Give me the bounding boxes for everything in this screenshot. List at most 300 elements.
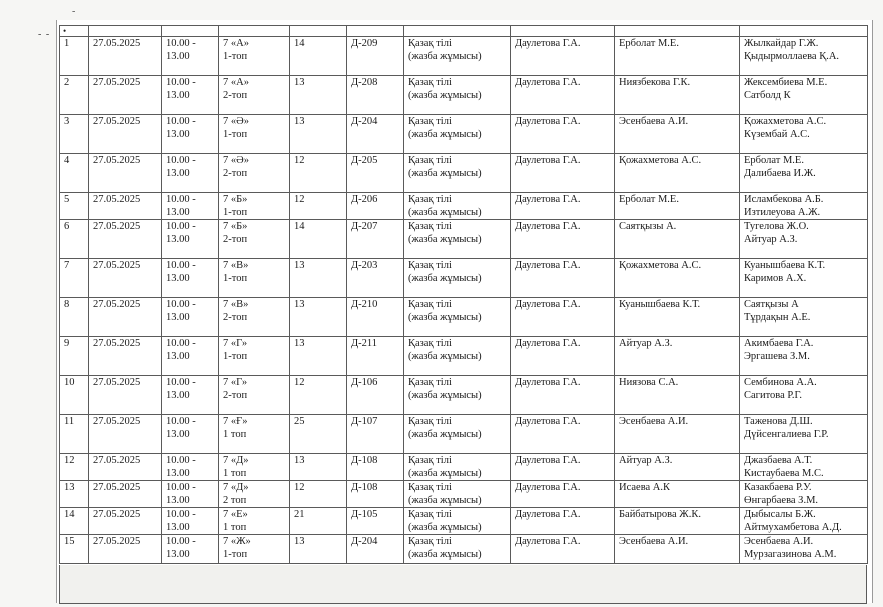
observers-cell-text: Айтмухамбетова А.Д. [744,521,842,533]
class-cell-text: 7 «Б» [223,194,248,205]
observers-cell-text: Сембинова А.А. [744,377,817,388]
observers-cell-text: Казакбаева Р.У. [744,482,812,493]
student-count-cell-text: 13 [294,77,305,88]
date-cell-text: 27.05.2025 [93,509,141,520]
student-count-cell-text: 13 [294,338,305,349]
assistant-cell-text: Айтуар А.З. [619,338,673,349]
room-cell-text: Д-209 [351,38,378,49]
row-number [60,481,89,508]
class-cell-text: 1-топ [223,50,248,62]
teacher-cell [511,193,615,220]
observers-cell [740,220,868,259]
room-cell-text: Д-107 [351,416,378,427]
time-cell-text: 10.00 - [166,377,196,388]
subject-cell-text: Қазақ тілі [408,116,452,127]
student-count-cell [290,115,347,154]
date-cell-text: 27.05.2025 [93,116,141,127]
room-cell [347,154,404,193]
row-number [60,508,89,535]
class-cell-text: 1-топ [223,350,248,362]
date-cell [89,508,162,535]
time-cell [162,481,219,508]
row-number-text: 12 [64,455,75,466]
student-count-cell [290,376,347,415]
teacher-cell [511,454,615,481]
room-cell-text: Д-203 [351,260,378,271]
teacher-cell-text: Даулетова Г.А. [515,260,581,271]
subject-cell-text: Қазақ тілі [408,536,452,547]
teacher-cell [511,154,615,193]
class-cell [219,337,290,376]
teacher-cell-text: Даулетова Г.А. [515,77,581,88]
subject-cell [404,481,511,508]
time-cell-text: 13.00 [166,548,190,560]
teacher-cell [511,508,615,535]
student-count-cell [290,508,347,535]
teacher-cell-text: Даулетова Г.А. [515,116,581,127]
row-number-text: 7 [64,260,70,271]
date-cell-text: 27.05.2025 [93,338,141,349]
class-cell-text: 7 «Ж» [223,536,251,547]
assistant-cell-text: Қожахметова А.С. [619,260,702,271]
table-row [60,508,868,535]
teacher-cell-text: Даулетова Г.А. [515,194,581,205]
student-count-cell [290,37,347,76]
time-cell-text: 10.00 - [166,116,196,127]
table-row [60,535,868,564]
row-number [60,298,89,337]
subject-cell-text: (жазба жұмысы) [408,521,482,533]
time-cell [162,535,219,564]
date-cell [89,337,162,376]
observers-cell [740,415,868,454]
assistant-cell-text: Исаева А.К [619,482,671,493]
class-cell-text: 7 «Д» [223,482,249,493]
observers-cell [740,376,868,415]
time-cell-text: 13.00 [166,350,190,362]
class-cell-text: 7 «Д» [223,455,249,466]
class-cell-text: 7 «Е» [223,509,248,520]
room-cell-text: Д-207 [351,221,378,232]
class-cell [219,298,290,337]
observers-cell-text: Куанышбаева К.Т. [744,260,826,271]
time-cell [162,454,219,481]
row-number-text: 14 [64,509,75,520]
row-number-text: 8 [64,299,70,310]
class-cell [219,37,290,76]
subject-cell-text: (жазба жұмысы) [408,272,482,284]
date-cell [89,37,162,76]
assistant-cell [615,154,740,193]
teacher-cell-text: Даулетова Г.А. [515,221,581,232]
class-cell-text: 7 «В» [223,260,249,271]
class-cell-text: 2-топ [223,167,248,179]
teacher-cell [511,337,615,376]
date-cell-text: 27.05.2025 [93,155,141,166]
class-cell-text: 1-топ [223,128,248,140]
row-number [60,115,89,154]
observers-cell-text: Мурзагазинова А.М. [744,548,837,560]
table-row [60,76,868,115]
header-cell [60,26,89,37]
date-cell [89,193,162,220]
class-cell-text: 2-топ [223,311,248,323]
table-row [60,193,868,220]
student-count-cell-text: 13 [294,455,305,466]
time-cell-text: 13.00 [166,389,190,401]
teacher-cell-text: Даулетова Г.А. [515,299,581,310]
class-cell-text: 7 «Ә» [223,116,249,127]
row-number-text: 2 [64,77,70,88]
observers-cell [740,298,868,337]
subject-cell-text: Қазақ тілі [408,455,452,466]
observers-cell-text: Таженова Д.Ш. [744,416,813,427]
student-count-cell [290,193,347,220]
observers-cell [740,76,868,115]
row-number [60,337,89,376]
room-cell [347,337,404,376]
class-cell-text: 1 топ [223,428,247,440]
student-count-cell-text: 12 [294,482,305,493]
date-cell-text: 27.05.2025 [93,299,141,310]
teacher-cell [511,535,615,564]
teacher-cell-text: Даулетова Г.А. [515,455,581,466]
teacher-cell [511,298,615,337]
row-number [60,37,89,76]
table-row [60,220,868,259]
subject-cell-text: (жазба жұмысы) [408,548,482,560]
date-cell [89,454,162,481]
class-cell-text: 7 «А» [223,38,249,49]
row-number-text: 1 [64,38,70,49]
subject-cell-text: Қазақ тілі [408,509,452,520]
teacher-cell [511,415,615,454]
row-number [60,154,89,193]
class-cell-text: 7 «Г» [223,377,248,388]
subject-cell-text: (жазба жұмысы) [408,233,482,245]
room-cell [347,415,404,454]
class-cell-text: 7 «Г» [223,338,248,349]
exam-schedule-table [59,25,868,564]
assistant-cell [615,193,740,220]
time-cell [162,259,219,298]
subject-cell-text: (жазба жұмысы) [408,167,482,179]
time-cell-text: 10.00 - [166,416,196,427]
class-cell-text: 2-топ [223,89,248,101]
class-cell [219,259,290,298]
observers-cell-text: Сагитова Р.Г. [744,389,803,401]
observers-cell-text: Джазбаева А.Т. [744,455,813,466]
subject-cell-text: (жазба жұмысы) [408,467,482,479]
teacher-cell-text: Даулетова Г.А. [515,377,581,388]
teacher-cell [511,481,615,508]
teacher-cell-text: Даулетова Г.А. [515,536,581,547]
time-cell [162,76,219,115]
subject-cell-text: Қазақ тілі [408,338,452,349]
subject-cell-text: Қазақ тілі [408,482,452,493]
observers-cell-text: Кистаубаева М.С. [744,467,824,479]
room-cell-text: Д-204 [351,116,378,127]
assistant-cell-text: Саятқызы А. [619,221,677,232]
teacher-cell [511,259,615,298]
row-number [60,376,89,415]
subject-cell [404,76,511,115]
assistant-cell [615,337,740,376]
teacher-cell-text: Даулетова Г.А. [515,155,581,166]
room-cell [347,193,404,220]
subject-cell-text: (жазба жұмысы) [408,428,482,440]
room-cell-text: Д-208 [351,77,378,88]
student-count-cell-text: 25 [294,416,305,427]
assistant-cell-text: Ерболат М.Е. [619,194,679,205]
class-cell-text: 1 топ [223,521,247,533]
teacher-cell [511,115,615,154]
class-cell-text: 7 «Ә» [223,155,249,166]
observers-cell [740,154,868,193]
teacher-cell [511,376,615,415]
time-cell [162,37,219,76]
date-cell [89,415,162,454]
date-cell [89,115,162,154]
header-dot: • [63,26,67,36]
date-cell-text: 27.05.2025 [93,455,141,466]
class-cell-text: 1-топ [223,206,248,218]
row-number [60,220,89,259]
student-count-cell-text: 13 [294,260,305,271]
date-cell [89,535,162,564]
subject-cell-text: Қазақ тілі [408,416,452,427]
room-cell-text: Д-204 [351,536,378,547]
time-cell [162,298,219,337]
date-cell [89,76,162,115]
subject-cell [404,154,511,193]
row-number-text: 6 [64,221,70,232]
subject-cell [404,415,511,454]
room-cell-text: Д-210 [351,299,378,310]
time-cell-text: 13.00 [166,233,190,245]
assistant-cell [615,37,740,76]
observers-cell-text: Исламбекова А.Б. [744,194,824,205]
observers-cell-text: Эсенбаева А.И. [744,536,814,547]
date-cell [89,481,162,508]
assistant-cell [615,415,740,454]
time-cell [162,337,219,376]
date-cell-text: 27.05.2025 [93,377,141,388]
student-count-cell [290,76,347,115]
room-cell-text: Д-211 [351,338,378,349]
student-count-cell [290,535,347,564]
room-cell [347,259,404,298]
subject-cell-text: (жазба жұмысы) [408,494,482,506]
student-count-cell [290,481,347,508]
table-row [60,376,868,415]
subject-cell-text: Қазақ тілі [408,299,452,310]
subject-cell-text: Қазақ тілі [408,221,452,232]
class-cell [219,154,290,193]
time-cell-text: 10.00 - [166,509,196,520]
assistant-cell-text: Эсенбаева А.И. [619,416,689,427]
date-cell [89,259,162,298]
date-cell-text: 27.05.2025 [93,260,141,271]
table-row [60,154,868,193]
student-count-cell-text: 21 [294,509,305,520]
table-row [60,415,868,454]
subject-cell [404,337,511,376]
subject-cell-text: Қазақ тілі [408,77,452,88]
row-number-text: 9 [64,338,70,349]
date-cell-text: 27.05.2025 [93,194,141,205]
subject-cell [404,259,511,298]
class-cell-text: 1-топ [223,272,248,284]
time-cell [162,154,219,193]
time-cell [162,508,219,535]
table-row [60,454,868,481]
time-cell-text: 10.00 - [166,38,196,49]
observers-cell-text: Каримов А.Х. [744,272,807,284]
observers-cell [740,259,868,298]
observers-cell [740,37,868,76]
time-cell-text: 10.00 - [166,260,196,271]
time-cell-text: 10.00 - [166,536,196,547]
observers-cell-text: Далибаева И.Ж. [744,167,816,179]
room-cell [347,76,404,115]
teacher-cell [511,76,615,115]
observers-cell-text: Акимбаева Г.А. [744,338,814,349]
assistant-cell [615,115,740,154]
subject-cell-text: Қазақ тілі [408,194,452,205]
observers-cell [740,337,868,376]
subject-cell-text: (жазба жұмысы) [408,206,482,218]
time-cell-text: 10.00 - [166,338,196,349]
class-cell-text: 1-топ [223,548,248,560]
assistant-cell [615,298,740,337]
observers-cell-text: Эргашева З.М. [744,350,810,362]
time-cell-text: 10.00 - [166,482,196,493]
observers-cell [740,508,868,535]
time-cell-text: 10.00 - [166,221,196,232]
assistant-cell [615,535,740,564]
observers-cell [740,454,868,481]
assistant-cell-text: Ниязова С.А. [619,377,679,388]
assistant-cell [615,76,740,115]
time-cell-text: 13.00 [166,311,190,323]
assistant-cell-text: Ниязбекова Г.К. [619,77,691,88]
time-cell-text: 13.00 [166,128,190,140]
observers-cell-text: Жылкайдар Г.Ж. [744,38,819,49]
room-cell [347,37,404,76]
observers-cell-text: Қыдырмоллаева Қ.А. [744,50,840,62]
observers-cell [740,481,868,508]
teacher-cell [511,37,615,76]
time-cell-text: 10.00 - [166,155,196,166]
subject-cell [404,193,511,220]
subject-cell [404,220,511,259]
row-number [60,76,89,115]
row-number [60,454,89,481]
date-cell [89,154,162,193]
teacher-cell-text: Даулетова Г.А. [515,509,581,520]
teacher-cell-text: Даулетова Г.А. [515,482,581,493]
date-cell-text: 27.05.2025 [93,38,141,49]
table-header-row [60,26,868,37]
time-cell [162,220,219,259]
student-count-cell-text: 14 [294,38,305,49]
assistant-cell-text: Эсенбаева А.И. [619,536,689,547]
row-number-text: 4 [64,155,70,166]
table-row [60,259,868,298]
row-number-text: 10 [64,377,75,388]
room-cell-text: Д-106 [351,377,378,388]
time-cell-text: 13.00 [166,50,190,62]
room-cell-text: Д-105 [351,509,378,520]
observers-cell-text: Тұрдақын А.Е. [744,311,811,323]
subject-cell [404,298,511,337]
assistant-cell-text: Куанышбаева К.Т. [619,299,701,310]
student-count-cell [290,154,347,193]
observers-cell-text: Саятқызы А [744,299,799,310]
observers-cell-text: Ерболат М.Е. [744,155,804,166]
table-row [60,337,868,376]
student-count-cell-text: 12 [294,377,305,388]
scan-mark-left: - - [38,29,51,40]
table-row [60,37,868,76]
date-cell-text: 27.05.2025 [93,482,141,493]
assistant-cell [615,481,740,508]
class-cell-text: 7 «А» [223,77,249,88]
assistant-cell-text: Эсенбаева А.И. [619,116,689,127]
class-cell [219,508,290,535]
observers-cell-text: Күзембай А.С. [744,128,810,140]
date-cell [89,376,162,415]
student-count-cell-text: 13 [294,299,305,310]
assistant-cell-text: Байбатырова Ж.К. [619,509,701,520]
time-cell-text: 13.00 [166,272,190,284]
assistant-cell [615,376,740,415]
room-cell [347,376,404,415]
subject-cell-text: Қазақ тілі [408,155,452,166]
subject-cell-text: (жазба жұмысы) [408,350,482,362]
row-number-text: 3 [64,116,70,127]
class-cell-text: 2-топ [223,233,248,245]
student-count-cell [290,454,347,481]
subject-cell-text: (жазба жұмысы) [408,389,482,401]
date-cell [89,220,162,259]
observers-cell-text: Изтилеуова А.Ж. [744,206,821,218]
time-cell-text: 10.00 - [166,194,196,205]
table-row [60,481,868,508]
row-number-text: 13 [64,482,75,493]
observers-cell [740,115,868,154]
subject-cell-text: (жазба жұмысы) [408,311,482,323]
time-cell-text: 13.00 [166,467,190,479]
student-count-cell [290,220,347,259]
class-cell [219,415,290,454]
date-cell-text: 27.05.2025 [93,536,141,547]
assistant-cell [615,259,740,298]
subject-cell [404,454,511,481]
table-row [60,115,868,154]
room-cell [347,454,404,481]
time-cell [162,376,219,415]
student-count-cell-text: 13 [294,116,305,127]
room-cell-text: Д-205 [351,155,378,166]
student-count-cell [290,337,347,376]
room-cell [347,481,404,508]
student-count-cell-text: 12 [294,155,305,166]
room-cell [347,508,404,535]
row-number [60,415,89,454]
class-cell [219,76,290,115]
